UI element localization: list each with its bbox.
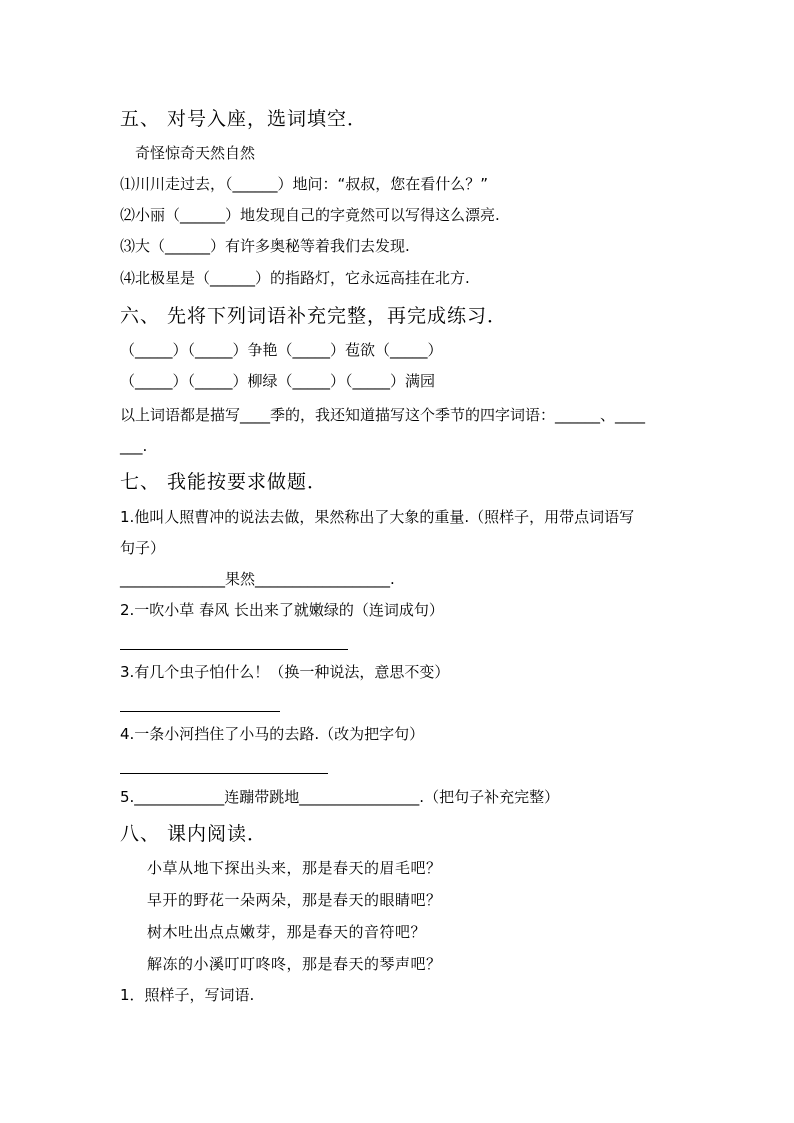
section7-q1-line-1: 1.他叫人照曹冲的说法去做，果然称出了大象的重量.（照样子，用带点词语写 [120,508,635,526]
section5-word-bank: 奇怪惊奇天然自然 [135,144,256,162]
section8-heading: 八、 课内阅读． [120,823,268,845]
section8-q1: 1．照样子，写词语. [120,986,255,1004]
poem-line-2: 早开的野花一朵两朵，那是春天的眼睛吧？ [147,891,442,909]
poem-line-4: 解冻的小溪叮叮咚咚，那是春天的琴声吧？ [147,955,442,973]
section5-heading: 五、 对号入座，选词填空． [120,108,368,130]
section6-row-1: （_____）（_____）争艳（_____）苞欲（_____） [120,341,443,359]
section6-question-line-2: ___. [120,437,148,455]
section6-heading: 六、 先将下列词语补充完整，再完成练习． [120,305,508,327]
answer-line-q2 [120,649,348,650]
poem-line-3: 树木吐出点点嫩芽，那是春天的音符吧？ [147,923,427,941]
section7-heading: 七、 我能按要求做题． [120,471,328,493]
section6-row-2: （_____）（_____）柳绿（_____）（_____）满园 [120,372,436,390]
section7-q2: 2.一吹小草 春风 长出来了就嫩绿的（连词成句） [120,601,444,619]
section7-q1-line-2: 句子） [120,539,166,557]
section7-q4: 4.一条小河挡住了小马的去路.（改为把字句） [120,725,425,743]
poem-line-1: 小草从地下探出头来，那是春天的眉毛吧？ [147,859,442,877]
section7-q3: 3.有几个虫子怕什么！（换一种说法，意思不变） [120,663,450,681]
section5-item-3: ⑶大（______）有许多奥秘等着我们去发现. [120,237,410,255]
answer-line-q3 [120,711,280,712]
section7-q5: 5.____________连蹦带跳地________________.（把句子补充完整） [120,788,560,806]
section6-question-line-1: 以上词语都是描写____季的，我还知道描写这个季节的四字词语：______、____ [120,406,646,424]
answer-line-q4 [120,773,328,774]
section5-item-2: ⑵小丽（______）地发现自己的字竟然可以写得这么漂亮. [120,206,500,224]
section7-q1-answer: ______________果然__________________. [120,570,395,588]
section5-item-1: ⑴川川走过去，（______）地问：“叔叔，您在看什么？” [120,175,489,193]
section5-item-4: ⑷北极星是（______）的指路灯，它永远高挂在北方. [120,269,470,287]
